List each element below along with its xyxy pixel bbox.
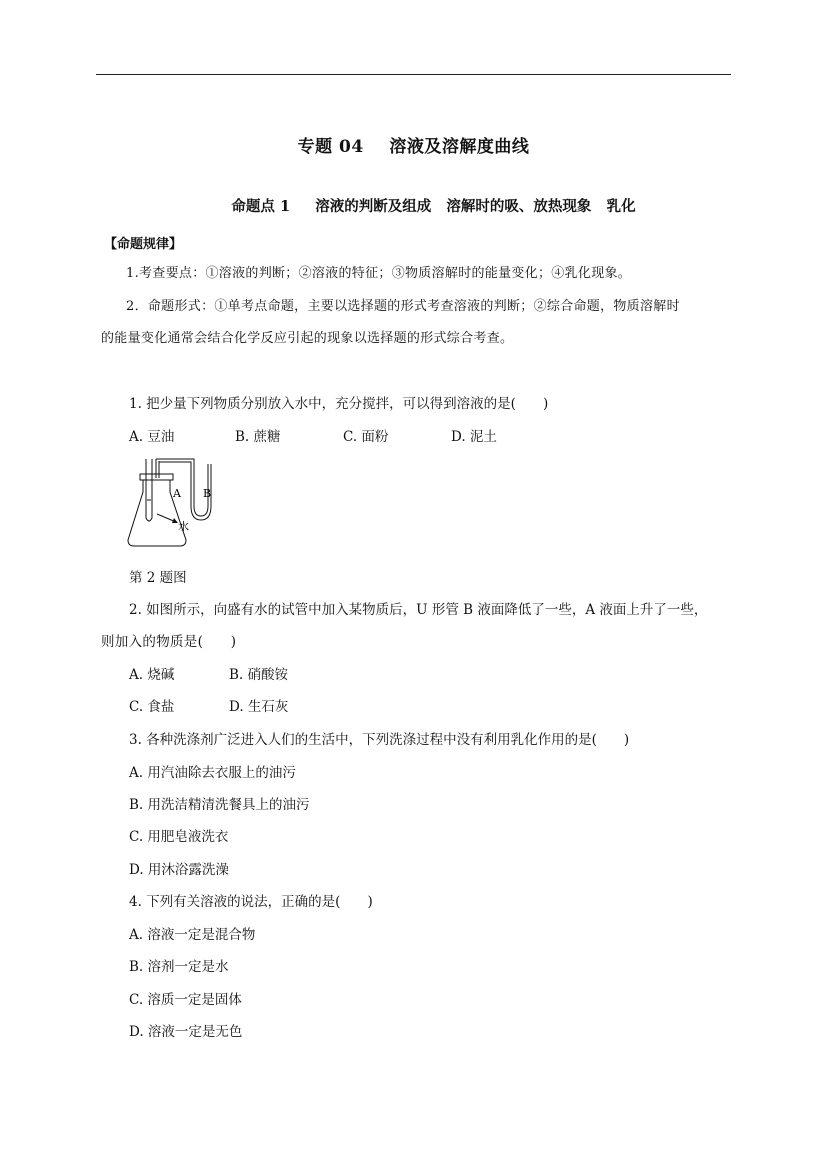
q2-stem-line-2: 则加入的物质是( ) — [101, 634, 237, 650]
q2-stem-line-1: 2. 如图所示，向盛有水的试管中加入某物质后，U 形管 B 液面降低了一些，A 液面上升了一些， — [129, 602, 708, 618]
page-title: 专题 04 溶液及溶解度曲线 — [297, 137, 530, 157]
figure-caption: 第 2 题图 — [129, 570, 187, 586]
section-label: 【命题规律】 — [104, 237, 183, 252]
q1-option-c: C. 面粉 — [343, 429, 389, 445]
q3-option-a: A. 用汽油除去衣服上的油污 — [129, 765, 296, 781]
u-tube-outer — [156, 459, 208, 516]
q1-option-a: A. 豆油 — [129, 429, 175, 445]
q3-option-b: B. 用洗洁精清洗餐具上的油污 — [129, 797, 310, 813]
q2-options-row-1 — [129, 663, 288, 683]
q4-option-d: D. 溶液一定是无色 — [129, 1024, 243, 1040]
q1-stem: 1. 把少量下列物质分别放入水中，充分搅拌，可以得到溶液的是( ) — [129, 396, 549, 412]
q1-option-b: B. 蔗糖 — [235, 429, 281, 445]
section-subtitle: 命题点 1 溶液的判断及组成 溶解时的吸、放热现象 乳化 — [231, 198, 636, 215]
q1-options — [129, 425, 497, 445]
rule-1: 1.考查要点：①溶液的判断；②溶液的特征；③物质溶解时的能量变化；④乳化现象。 — [126, 266, 632, 281]
rule-2-line-1: 2．命题形式：①单考点命题，主要以选择题的形式考查溶液的判断；②综合命题，物质溶解时 — [126, 299, 680, 314]
q1-option-d: D. 泥土 — [451, 429, 497, 445]
q3-option-c: C. 用肥皂液洗衣 — [129, 829, 229, 845]
header-rule — [96, 74, 731, 75]
q2-option-d: D. 生石灰 — [229, 699, 289, 715]
figure-label-a: A — [173, 487, 181, 500]
rule-2-line-2: 的能量变化通常会结合化学反应引起的现象以选择题的形式综合考查。 — [101, 331, 514, 346]
figure-label-b: B — [203, 487, 212, 500]
q4-option-b: B. 溶剂一定是水 — [129, 959, 229, 975]
figure-label-water: 水 — [178, 520, 189, 533]
test-tube — [146, 459, 152, 521]
q3-option-d: D. 用沐浴露洗澡 — [129, 862, 229, 878]
q2-option-c: C. 食盐 — [129, 699, 175, 715]
q2-option-a: A. 烧碱 — [129, 667, 175, 683]
q2-options-row-2 — [129, 695, 288, 715]
q4-stem: 4. 下列有关溶液的说法，正确的是( ) — [129, 894, 373, 910]
q3-stem: 3. 各种洗涤剂广泛进入人们的生活中，下列洗涤过程中没有利用乳化作用的是( ) — [129, 732, 630, 748]
q4-option-a: A. 溶液一定是混合物 — [129, 927, 256, 943]
u-tube-flask-figure — [124, 456, 224, 551]
q4-option-c: C. 溶质一定是固体 — [129, 992, 242, 1008]
q2-option-b: B. 硝酸铵 — [229, 667, 289, 683]
